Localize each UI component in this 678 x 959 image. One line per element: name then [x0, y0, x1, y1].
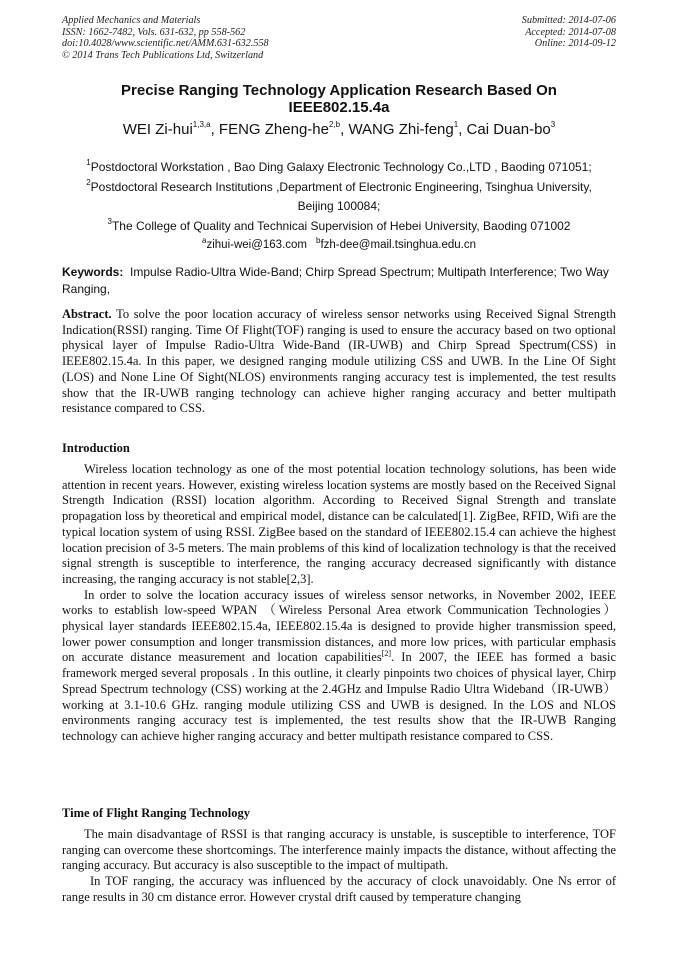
- accepted-date: Accepted: 2014-07-08: [525, 26, 616, 38]
- paragraph: [62, 588, 616, 745]
- abstract-block: [62, 307, 616, 417]
- publication-dates: [522, 15, 616, 50]
- copyright: © 2014 Trans Tech Publications Ltd, Switzerland: [62, 49, 264, 61]
- author-affiliation-mark: 3: [550, 120, 556, 129]
- section-heading-tof: Time of Flight Ranging Technology: [62, 806, 250, 820]
- affiliation-1: [62, 158, 616, 178]
- affiliation-text: The College of Quality and Technicai Supervision of Hebei University, Baoding 071002: [111, 218, 571, 233]
- paragraph: In TOF ranging, the accuracy was influenced by the accuracy of clock unavoidably. One Ns error of range results in 30 cm distance error. However crystal drift caused by temperature changing: [62, 874, 616, 904]
- introduction-body: [62, 462, 616, 745]
- author-separator: ,: [458, 121, 467, 138]
- emails: [62, 236, 616, 256]
- paragraph: Wireless location technology as one of the most potential location technology solutions, has been wide attention in recent years. However, existing wireless location systems are mostly based on the Received Signal Strength Indication (RSSI) location algorithm. According to Received Signal Strength and translate propagation loss by theoretical and empirical model, distance can be calculated[1]. ZigBee, RFID, Wifi are the typical location system of using RSSI. ZigBee based on the standard of IEEE802.15.4 can achieve the highest location precision of 3-5 meters. The main problems of this kind of localization technology is that the received signal strength is susceptible to interference, the ranging accuracy decreased significantly with distance increasing, the ranging accuracy is not stable[2,3].: [62, 462, 616, 586]
- paper-title: [62, 82, 616, 116]
- affiliation-2-cont: Beijing 100084;: [297, 199, 381, 214]
- online-date: Online: 2014-09-12: [534, 38, 616, 50]
- email-mark: b: [316, 235, 321, 245]
- affiliation-mark: 2: [86, 177, 91, 187]
- affiliation-3: [62, 217, 616, 237]
- journal-info: [62, 15, 269, 61]
- author-separator: ,: [210, 121, 219, 138]
- affiliation-mark: 3: [107, 216, 112, 226]
- paragraph-text: In order to solve the location accuracy issues of wireless sensor networks, in November 2002, IEEE works to establish low-speed WPAN （Wireless Personal Area etwork Communication Technologies）physical layer standards IEEE802.15.4a, IEEE802.15.4a is designed to provide higher transmission speed, lower power consumption and longer transmission distances, and more low prices, with particular emphasis on accurate distance measurement and location capabilities: [62, 587, 616, 665]
- keywords-text: Impulse Radio-Ultra Wide-Band; Chirp Spread Spectrum; Multipath Interference; Two Way Ranging,: [62, 265, 609, 296]
- affiliation-text: Postdoctoral Research Institutions ,Department of Electronic Engineering, Tsinghua University,: [90, 179, 592, 194]
- journal-name: Applied Mechanics and Materials: [62, 15, 201, 26]
- author-name: FENG Zheng-he: [218, 121, 329, 138]
- abstract-text: To solve the poor location accuracy of wireless sensor networks using Received Signal Strength Indication(RSSI) ranging. Time Of Flight(TOF) ranging is used to ensure the accuracy based on two optional physical layer of Impulse Radio-Ultra Wide-Band (IR-UWB) and Chirp Spread Spectrum(CSS) in IEEE802.15.4a. In this paper, we designed ranging module utilizing CSS and UWB. In the Line Of Sight (LOS) and None Line Of Sight(NLOS) environments ranging accuracy test is implemented, the test results show that the IR-UWB ranging technology can achieve higher ranging accuracy and better multipath resistance compared to CSS.: [62, 307, 616, 416]
- paragraph: The main disadvantage of RSSI is that ranging accuracy is unstable, is susceptible to interference, TOF ranging can overcome these shortcomings. The interference mainly impacts the distance, without affecting the ranging accuracy. But accuracy is also susceptible to the impact of multipath.: [62, 827, 616, 873]
- author-separator: ,: [340, 121, 349, 138]
- email-mark: a: [202, 235, 207, 245]
- email-link[interactable]: fzh-dee@mail.tsinghua.edu.cn: [320, 239, 476, 252]
- abstract-label: Abstract.: [62, 307, 112, 321]
- keywords-label: Keywords:: [62, 265, 124, 279]
- email-link[interactable]: zihui-wei@163.com: [206, 239, 307, 252]
- author-affiliation-mark: 1,3,a: [192, 120, 211, 129]
- keywords-block: [62, 264, 616, 297]
- affiliations: [62, 158, 616, 256]
- author-name: WANG Zhi-feng: [348, 121, 454, 138]
- author-name: WEI Zi-hui: [122, 121, 193, 138]
- affiliation-text: Postdoctoral Workstation , Bao Ding Galaxy Electronic Technology Co.,LTD , Baoding 071051;: [90, 160, 592, 174]
- author-name: Cai Duan-bo: [466, 121, 551, 138]
- doi[interactable]: doi:10.4028/www.scientific.net/AMM.631-632.558: [62, 38, 269, 50]
- author-affiliation-mark: 1: [453, 120, 459, 129]
- affiliation-2: [62, 178, 616, 198]
- issn: ISSN: 1662-7482, Vols. 631-632, pp 558-562: [62, 26, 246, 38]
- author-list: [62, 121, 616, 139]
- section-heading-introduction: Introduction: [62, 441, 130, 455]
- paragraph-text: . In 2007, the IEEE has formed a basic framework merged several proposals . In this outline, it clearly pinpoints two choices of physical layer, Chirp Spread Spectrum technology (CSS) working at the 2.4GHz and Impulse Radio Ultra Wideband（IR-UWB）working at 3.1-10.6 GHz. ranging module utilizing CSS and UWB is designed. In the LOS and NLOS environments ranging accuracy test is implemented, the test results show that the IR-UWB Ranging technology can achieve higher ranging accuracy and better multipath resistance compared to CSS.: [62, 650, 617, 743]
- author-affiliation-mark: 2,b: [328, 120, 341, 129]
- submitted-date: Submitted: 2014-07-06: [521, 15, 616, 26]
- tof-body: [62, 827, 616, 906]
- citation[interactable]: [2]: [381, 649, 392, 659]
- title-line-1: Precise Ranging Technology Application Research Based On: [121, 82, 557, 99]
- affiliation-mark: 1: [86, 158, 91, 167]
- title-line-2: IEEE802.15.4a: [288, 99, 390, 116]
